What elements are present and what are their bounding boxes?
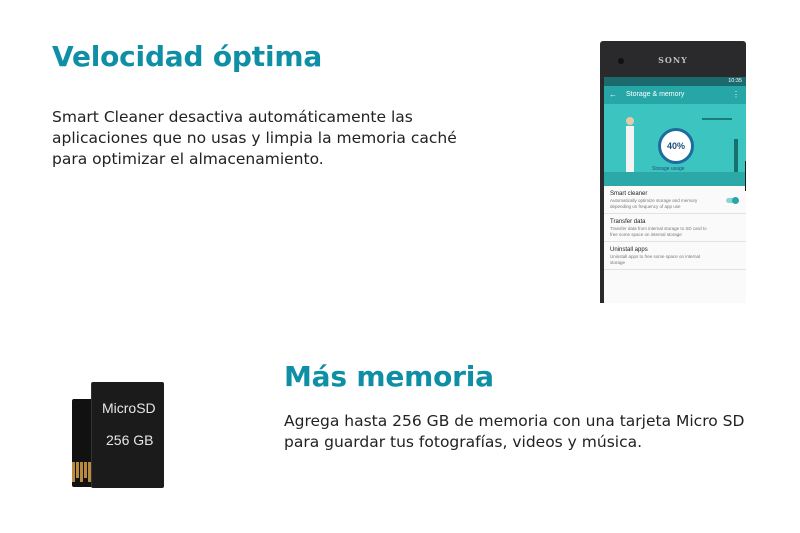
- settings-item-title: Uninstall apps: [610, 247, 648, 253]
- settings-item-uninstall-apps: [604, 242, 746, 270]
- settings-item-transfer-data: [604, 214, 746, 242]
- shelf-shape: [702, 118, 732, 120]
- floor-shape: [604, 172, 746, 186]
- description-micro-sd: Agrega hasta 256 GB de memoria con una tarjeta Micro SD para guardar tus fotografías, videos y música.: [284, 412, 745, 451]
- side-button: [745, 161, 746, 191]
- phone-screen: [604, 77, 746, 303]
- settings-item-title: Transfer data: [610, 219, 646, 225]
- sd-pin: [72, 462, 75, 482]
- settings-item-title: Smart cleaner: [610, 191, 648, 197]
- sd-card-capacity: 256 GB: [106, 432, 154, 448]
- sd-card-front: [92, 382, 164, 488]
- person-shape: [626, 126, 634, 174]
- app-title: Storage & memory: [626, 91, 685, 98]
- sd-pin: [80, 462, 83, 482]
- person-head-shape: [626, 117, 634, 125]
- smart-cleaner-toggle: [726, 198, 738, 203]
- settings-item-smart-cleaner: [604, 186, 746, 214]
- back-arrow-icon: ←: [609, 90, 617, 99]
- sd-pin: [88, 462, 91, 482]
- sd-card-label: MicroSD: [102, 400, 156, 416]
- storage-gauge: 40%: [658, 128, 694, 164]
- description-smart-cleaner: Smart Cleaner desactiva automáticamente las aplicaciones que no usas y limpia la memoria caché para optimizar el almacenamiento.: [52, 108, 457, 168]
- storage-illustration: [604, 104, 746, 186]
- toggle-knob: [732, 197, 739, 204]
- heading-velocidad-optima: Velocidad óptima: [52, 40, 323, 73]
- phone-brand: SONY: [658, 55, 688, 65]
- settings-item-desc: Automatically optimize storage and memory depending on frequency of app use: [610, 198, 698, 209]
- sd-pin: [84, 462, 87, 478]
- storage-gauge-label: Storage usage: [652, 166, 685, 172]
- status-time: 10:35: [728, 78, 742, 84]
- more-vert-icon: ⋮: [732, 90, 740, 99]
- phone-image: [600, 41, 746, 303]
- app-bar: [604, 86, 746, 104]
- sd-pin: [76, 462, 79, 478]
- settings-item-desc: Transfer data from internal storage to SD card to free some space on internal storage: [610, 226, 707, 237]
- heading-mas-memoria: Más memoria: [284, 360, 494, 393]
- settings-item-desc: Uninstall apps to free some space on internal storage: [610, 254, 701, 265]
- status-bar: [604, 77, 746, 86]
